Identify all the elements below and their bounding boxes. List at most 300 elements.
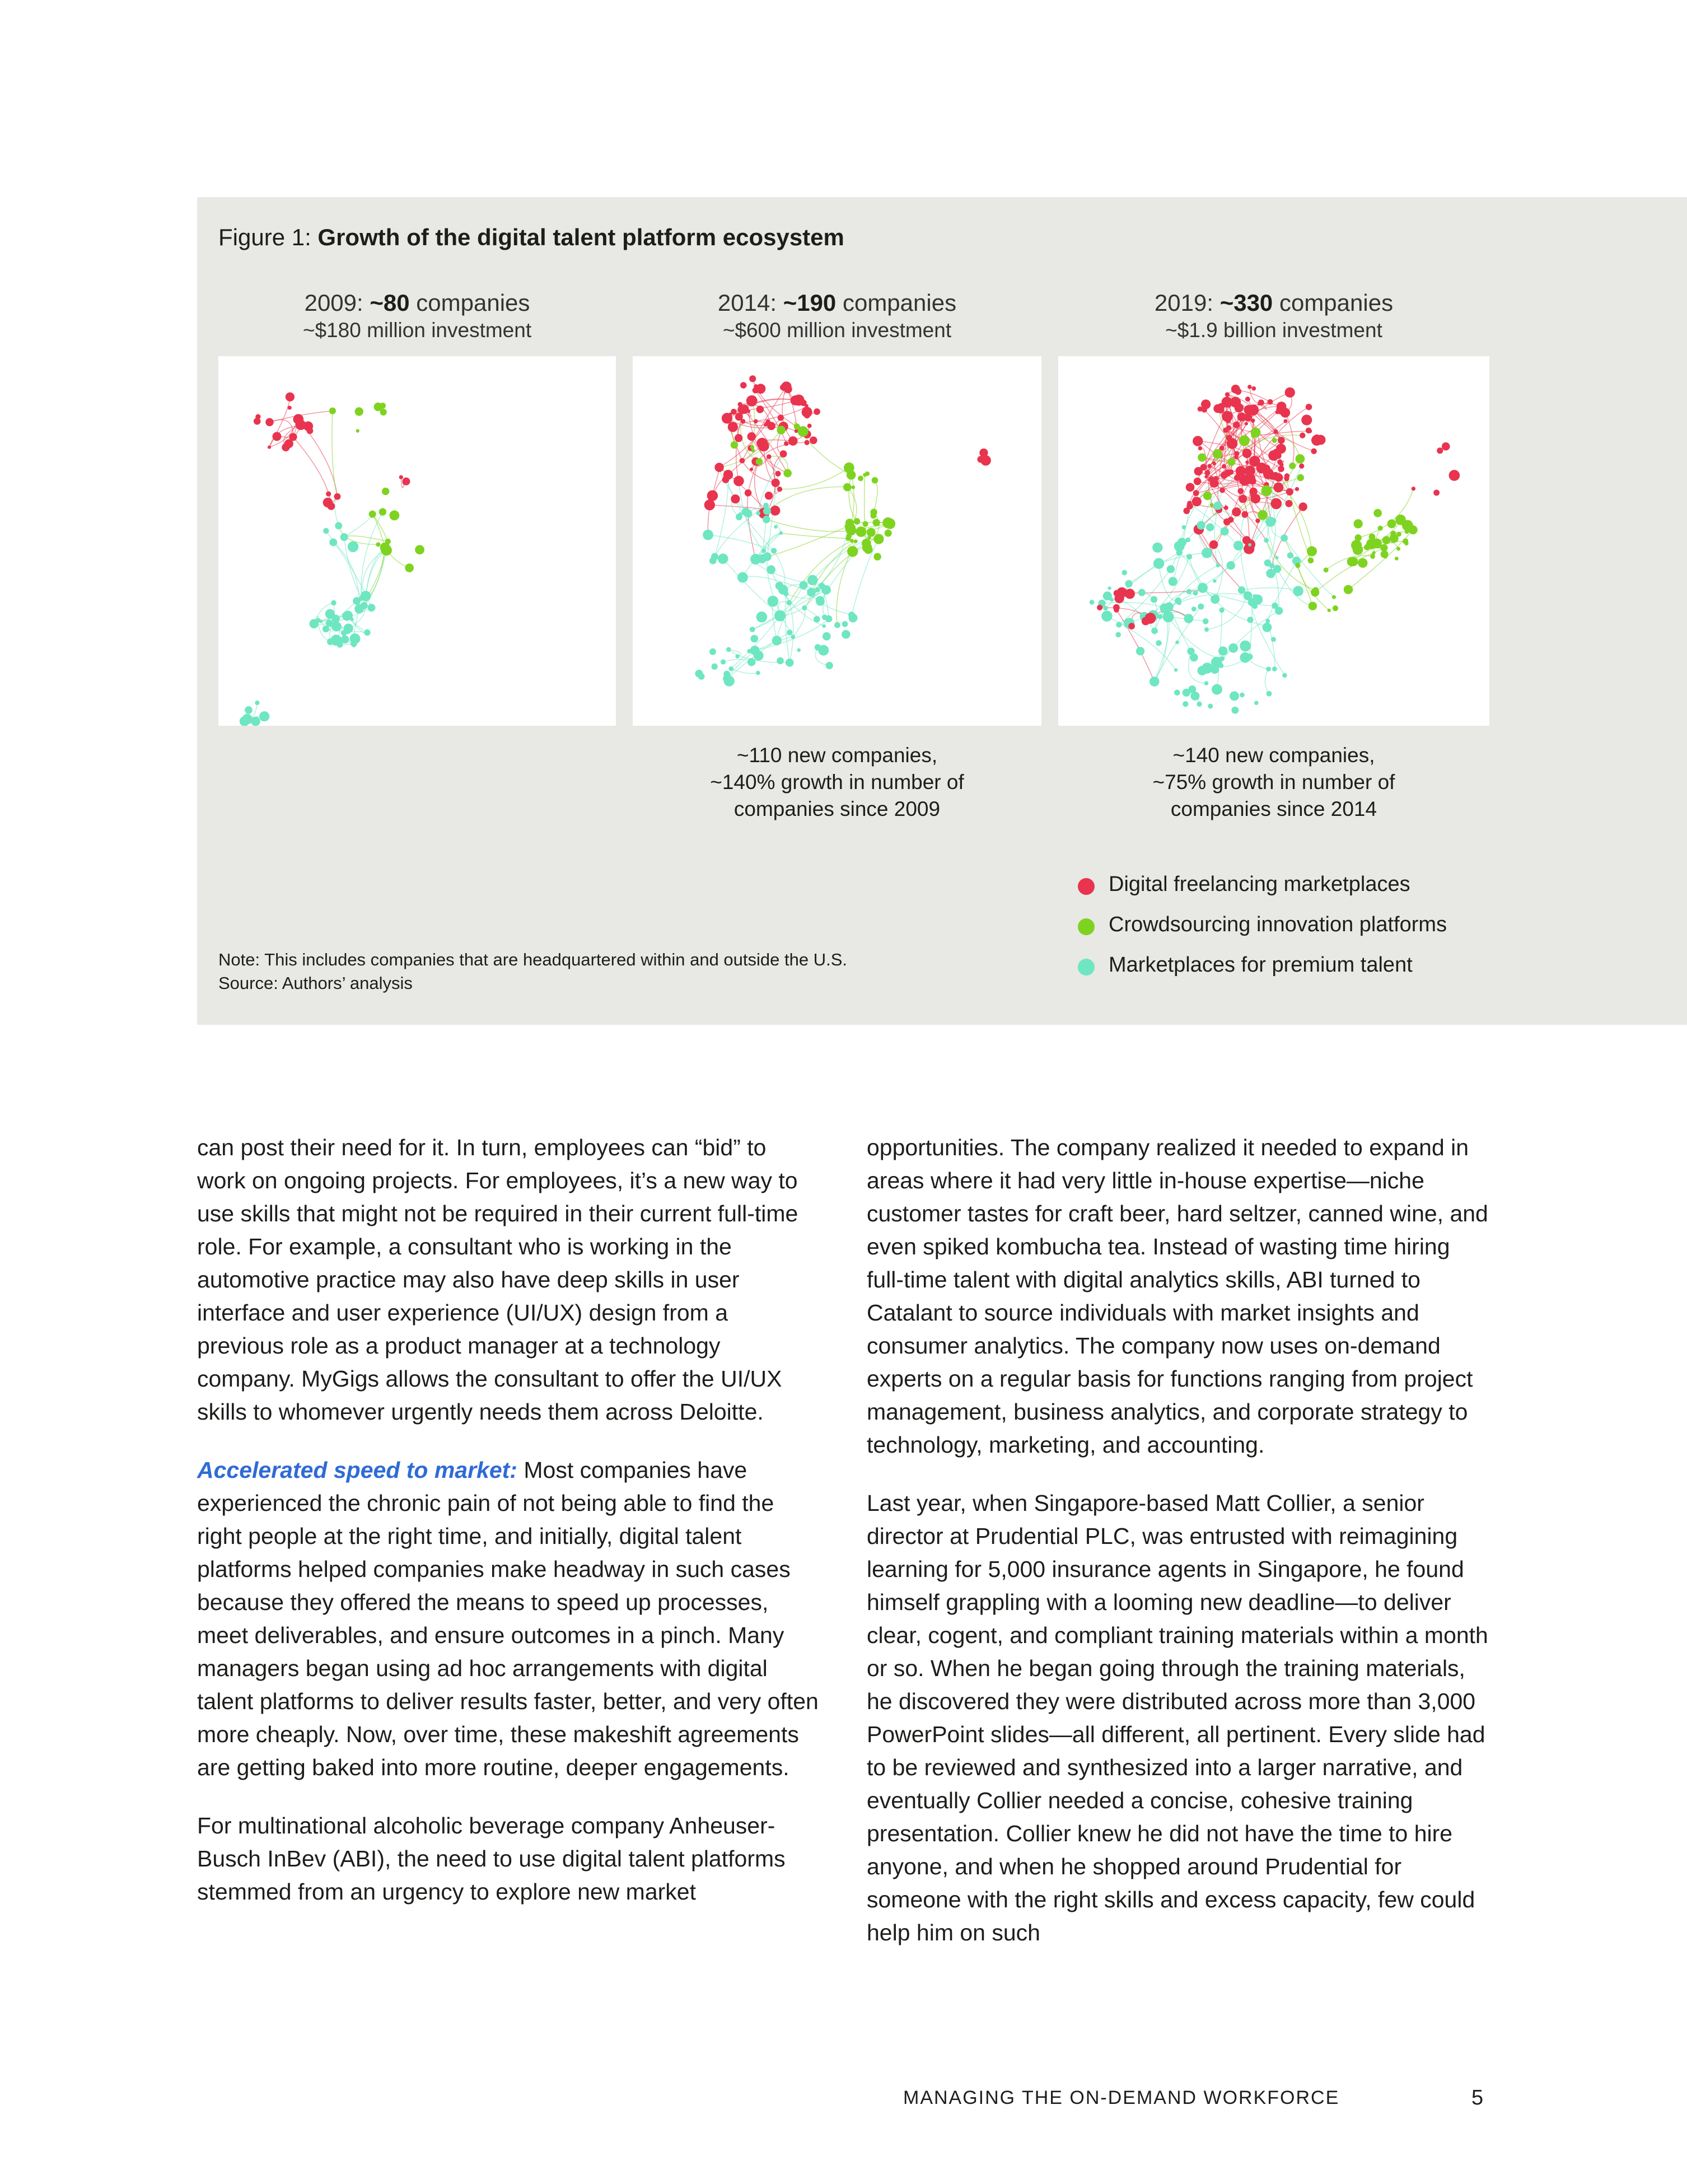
company-node bbox=[376, 542, 380, 547]
company-node bbox=[740, 382, 747, 389]
company-node bbox=[822, 624, 826, 628]
network-graph-2009 bbox=[218, 356, 616, 726]
company-node bbox=[1271, 498, 1282, 509]
company-node bbox=[1113, 604, 1120, 611]
company-node bbox=[1225, 392, 1230, 396]
company-node bbox=[1184, 614, 1194, 623]
company-node bbox=[800, 581, 808, 589]
company-node bbox=[1255, 519, 1260, 523]
company-node bbox=[1238, 586, 1245, 594]
company-node bbox=[1300, 432, 1305, 438]
company-node bbox=[733, 476, 744, 487]
running-footer: MANAGING THE ON-DEMAND WORKFORCE bbox=[903, 2087, 1340, 2108]
company-node bbox=[802, 605, 807, 610]
company-node bbox=[1183, 701, 1188, 707]
company-node bbox=[1239, 435, 1250, 446]
company-node bbox=[329, 408, 336, 414]
company-node bbox=[1298, 502, 1307, 511]
company-node bbox=[1225, 418, 1231, 423]
company-node bbox=[1218, 646, 1228, 656]
company-node bbox=[767, 454, 772, 459]
company-node bbox=[1194, 467, 1203, 475]
company-node bbox=[751, 449, 755, 452]
company-node bbox=[1136, 647, 1144, 655]
company-node bbox=[1234, 451, 1239, 456]
company-node bbox=[1396, 547, 1400, 550]
company-node bbox=[1202, 662, 1213, 674]
company-node bbox=[856, 526, 866, 537]
company-node bbox=[1204, 470, 1210, 475]
company-node bbox=[245, 706, 253, 714]
company-node bbox=[1251, 434, 1255, 438]
company-node bbox=[1387, 519, 1396, 528]
company-node bbox=[1248, 598, 1256, 606]
company-node bbox=[1213, 449, 1222, 459]
company-node bbox=[735, 654, 739, 658]
company-node bbox=[1251, 496, 1258, 502]
company-node bbox=[747, 649, 751, 654]
company-node bbox=[1283, 419, 1287, 423]
company-node bbox=[847, 546, 858, 557]
company-node bbox=[1272, 603, 1278, 609]
company-node bbox=[1236, 466, 1246, 477]
company-node bbox=[1301, 414, 1312, 425]
company-node bbox=[1245, 422, 1248, 426]
company-node bbox=[1332, 595, 1336, 599]
company-node bbox=[1253, 594, 1256, 598]
company-node bbox=[707, 490, 718, 501]
company-node bbox=[814, 408, 820, 415]
company-node bbox=[802, 407, 812, 417]
company-node bbox=[1353, 544, 1363, 555]
company-node bbox=[735, 434, 742, 442]
company-node bbox=[754, 419, 758, 423]
company-node bbox=[712, 664, 718, 670]
company-node bbox=[1437, 447, 1443, 454]
company-node bbox=[1228, 469, 1233, 475]
company-node bbox=[1213, 579, 1216, 582]
company-node bbox=[807, 588, 816, 597]
network-graph-2014 bbox=[633, 356, 1041, 726]
company-node bbox=[310, 619, 319, 629]
company-node bbox=[356, 429, 359, 432]
growth-caption-2019: ~140 new companies, ~75% growth in number of companies since 2014 bbox=[1152, 744, 1395, 820]
company-node bbox=[1265, 517, 1275, 527]
company-node bbox=[1151, 628, 1158, 634]
company-node bbox=[750, 635, 758, 643]
page-number: 5 bbox=[1471, 2086, 1484, 2110]
company-node bbox=[737, 572, 748, 583]
company-node bbox=[842, 621, 848, 627]
company-node bbox=[1175, 641, 1179, 645]
company-node bbox=[1201, 399, 1211, 409]
company-node bbox=[867, 528, 876, 537]
company-node bbox=[826, 662, 833, 669]
company-node bbox=[341, 635, 349, 643]
company-node bbox=[834, 622, 840, 628]
company-node bbox=[1311, 588, 1319, 596]
company-node bbox=[399, 475, 403, 479]
company-node bbox=[1196, 530, 1199, 533]
company-node bbox=[1253, 410, 1258, 415]
company-node bbox=[726, 647, 731, 652]
company-node bbox=[728, 666, 733, 671]
company-node bbox=[703, 530, 713, 540]
company-node bbox=[1174, 668, 1177, 671]
edge bbox=[1159, 553, 1207, 563]
company-node bbox=[862, 539, 871, 548]
company-node bbox=[1282, 673, 1287, 678]
company-node bbox=[1125, 580, 1132, 587]
company-node bbox=[1274, 473, 1283, 482]
company-node bbox=[800, 400, 807, 407]
red-dot-icon bbox=[1078, 878, 1095, 895]
edge bbox=[293, 437, 331, 506]
company-node bbox=[1263, 465, 1270, 472]
company-node bbox=[1227, 458, 1235, 466]
company-node bbox=[775, 471, 781, 477]
company-node bbox=[768, 596, 779, 607]
company-node bbox=[382, 488, 389, 495]
network-2009 bbox=[218, 356, 616, 726]
company-node bbox=[1230, 691, 1239, 701]
company-node bbox=[1306, 404, 1312, 410]
company-node bbox=[746, 395, 758, 407]
company-node bbox=[1231, 707, 1239, 714]
company-node bbox=[1277, 402, 1287, 412]
company-node bbox=[740, 458, 745, 464]
company-node bbox=[1114, 590, 1120, 597]
edge bbox=[1315, 563, 1363, 592]
edge bbox=[1265, 669, 1269, 694]
company-node bbox=[787, 629, 792, 635]
network-2014 bbox=[633, 356, 1041, 726]
company-node bbox=[1193, 490, 1199, 496]
company-node bbox=[1364, 544, 1370, 550]
company-node bbox=[1197, 702, 1202, 707]
company-node bbox=[340, 533, 348, 541]
company-node bbox=[1206, 523, 1214, 531]
company-node bbox=[1309, 601, 1317, 610]
company-node bbox=[1293, 586, 1303, 596]
green-dot-icon bbox=[1078, 918, 1095, 935]
edge bbox=[1106, 563, 1159, 608]
company-node bbox=[747, 658, 756, 666]
company-node bbox=[1235, 388, 1241, 395]
company-node bbox=[295, 416, 299, 421]
edge bbox=[874, 480, 877, 512]
company-node bbox=[850, 539, 854, 543]
company-node bbox=[1272, 666, 1277, 671]
company-node bbox=[1261, 486, 1272, 496]
company-node bbox=[756, 671, 760, 675]
company-node bbox=[1240, 693, 1245, 698]
company-node bbox=[763, 507, 771, 515]
company-node bbox=[704, 500, 715, 510]
company-node bbox=[851, 486, 855, 489]
edge bbox=[767, 526, 848, 557]
company-node bbox=[1272, 438, 1277, 443]
company-node bbox=[1190, 692, 1199, 701]
company-node bbox=[750, 646, 760, 655]
company-node bbox=[1203, 618, 1209, 624]
company-node bbox=[756, 511, 761, 516]
source-text: Source: Authors’ analysis bbox=[218, 973, 413, 993]
company-node bbox=[750, 445, 754, 449]
company-node bbox=[772, 479, 780, 487]
company-node bbox=[374, 403, 383, 412]
company-node bbox=[788, 436, 798, 446]
company-node bbox=[284, 439, 293, 448]
company-node bbox=[1279, 463, 1284, 467]
company-node bbox=[1198, 453, 1206, 461]
company-node bbox=[858, 475, 863, 481]
figure-note bbox=[218, 948, 847, 995]
edge bbox=[332, 411, 337, 497]
company-node bbox=[1381, 550, 1389, 558]
company-node bbox=[1412, 487, 1415, 491]
company-node bbox=[1311, 448, 1316, 454]
company-node bbox=[854, 539, 858, 543]
company-node bbox=[1295, 487, 1299, 491]
edge bbox=[298, 419, 338, 497]
company-node bbox=[1194, 478, 1202, 486]
company-node bbox=[1265, 619, 1270, 623]
company-node bbox=[780, 450, 787, 458]
paragraph: For multinational alcoholic beverage company Anheuser-Busch InBev (ABI), the need to use digital talent platforms stemmed from an urgency to explore new market bbox=[197, 1813, 786, 1905]
company-node bbox=[335, 522, 342, 529]
company-node bbox=[1409, 525, 1418, 534]
company-node bbox=[765, 492, 773, 500]
company-node bbox=[1275, 556, 1279, 559]
company-node bbox=[1433, 489, 1440, 496]
company-node bbox=[1245, 473, 1255, 484]
company-node bbox=[797, 648, 801, 652]
company-node bbox=[1273, 482, 1283, 492]
company-node bbox=[1373, 509, 1382, 517]
company-node bbox=[323, 528, 329, 534]
company-node bbox=[872, 477, 878, 484]
company-node bbox=[1187, 501, 1192, 506]
company-node bbox=[389, 510, 399, 520]
company-node bbox=[1219, 446, 1225, 451]
company-node bbox=[381, 545, 391, 556]
company-node bbox=[770, 506, 781, 516]
company-node bbox=[1242, 449, 1252, 458]
company-node bbox=[1233, 541, 1243, 550]
company-node bbox=[1245, 460, 1249, 464]
company-node bbox=[882, 517, 894, 529]
company-node bbox=[1244, 413, 1252, 422]
company-node bbox=[863, 473, 867, 477]
company-node bbox=[787, 600, 792, 605]
company-node bbox=[1101, 611, 1112, 622]
company-node bbox=[1247, 617, 1253, 623]
company-node bbox=[1185, 538, 1190, 543]
company-node bbox=[1223, 427, 1228, 433]
company-node bbox=[718, 554, 728, 564]
company-node bbox=[1204, 627, 1209, 632]
company-node bbox=[368, 604, 376, 612]
company-node bbox=[735, 413, 743, 421]
company-node bbox=[1378, 526, 1383, 531]
company-node bbox=[807, 575, 818, 586]
company-node bbox=[1116, 622, 1121, 627]
company-node bbox=[1258, 510, 1268, 520]
company-node bbox=[323, 626, 329, 632]
company-node bbox=[1128, 623, 1135, 629]
company-node bbox=[1149, 676, 1160, 687]
company-node bbox=[355, 407, 363, 416]
company-node bbox=[1208, 703, 1213, 708]
company-node bbox=[843, 483, 852, 492]
company-node bbox=[756, 438, 768, 449]
edge bbox=[344, 514, 373, 537]
company-node bbox=[343, 611, 353, 620]
paragraph: Accelerated speed to market: Most companies have experienced the chronic pain of not being able to find the right people at the right time, and initially, digital talent platforms helped companies make headway in such cases because they offered the means to speed up processes, meet deliverables, and ensure outcomes in a pinch. Many managers began using ad hoc arrangements with digital talent platforms to deliver results faster, better, and very often more cheaply. Now, over time, these makeshift agreements are getting baked into more routine, deeper engagements. bbox=[197, 1457, 819, 1780]
company-node bbox=[716, 464, 724, 472]
company-node bbox=[798, 426, 809, 437]
column-header-2009: 2009: ~80 companies ~$180 million investment bbox=[218, 288, 616, 343]
company-node bbox=[1370, 554, 1375, 559]
company-node bbox=[1204, 681, 1208, 685]
company-node bbox=[1192, 497, 1202, 506]
company-node bbox=[1227, 561, 1235, 570]
company-node bbox=[349, 633, 360, 644]
company-node bbox=[782, 383, 789, 390]
company-node bbox=[1244, 591, 1251, 598]
company-node bbox=[870, 512, 876, 519]
company-node bbox=[1275, 452, 1282, 459]
company-node bbox=[823, 632, 831, 641]
company-node bbox=[815, 587, 820, 592]
company-node bbox=[1193, 591, 1198, 596]
company-node bbox=[1208, 464, 1212, 468]
company-node bbox=[1202, 548, 1212, 558]
company-node bbox=[1380, 544, 1387, 552]
company-node bbox=[1286, 488, 1293, 496]
company-node bbox=[771, 548, 777, 553]
company-node bbox=[728, 422, 738, 432]
company-node bbox=[1115, 632, 1121, 638]
company-node bbox=[1228, 643, 1238, 653]
company-node bbox=[783, 591, 788, 596]
company-node bbox=[1210, 479, 1219, 488]
company-node bbox=[1266, 666, 1271, 671]
company-node bbox=[1295, 563, 1300, 568]
company-node bbox=[847, 470, 856, 480]
company-node bbox=[774, 525, 777, 529]
company-node bbox=[979, 449, 988, 457]
company-node bbox=[977, 456, 984, 463]
company-node bbox=[731, 494, 740, 503]
company-node bbox=[1245, 396, 1250, 402]
company-node bbox=[738, 402, 742, 407]
company-node bbox=[777, 487, 782, 492]
company-node bbox=[1306, 428, 1312, 434]
company-node bbox=[873, 519, 880, 526]
company-node bbox=[1153, 558, 1164, 568]
company-node bbox=[1333, 605, 1338, 611]
company-node bbox=[1324, 567, 1329, 572]
company-node bbox=[736, 514, 742, 520]
subhead-highlight: Accelerated speed to market: bbox=[197, 1457, 517, 1483]
company-node bbox=[1097, 605, 1102, 610]
edge bbox=[781, 533, 848, 539]
company-node bbox=[1212, 461, 1216, 465]
company-node bbox=[1193, 436, 1203, 446]
company-node bbox=[1403, 538, 1408, 544]
figure-title: Figure 1: Growth of the digital talent platform ecosystem bbox=[218, 224, 844, 250]
company-node bbox=[1227, 438, 1237, 449]
company-node bbox=[385, 539, 391, 544]
company-node bbox=[756, 612, 767, 622]
company-node bbox=[1284, 473, 1290, 479]
company-node bbox=[1211, 657, 1222, 668]
company-node bbox=[1201, 589, 1204, 592]
company-node bbox=[1183, 689, 1190, 697]
company-node bbox=[405, 563, 414, 572]
company-node bbox=[1182, 525, 1186, 530]
company-node bbox=[745, 489, 752, 497]
company-node bbox=[1395, 557, 1399, 561]
body-column-left bbox=[197, 1131, 819, 1934]
company-node bbox=[816, 597, 825, 606]
company-node bbox=[1237, 488, 1244, 494]
company-node bbox=[775, 582, 784, 590]
company-node bbox=[1190, 654, 1198, 662]
company-node bbox=[319, 619, 323, 623]
company-node bbox=[1349, 557, 1358, 567]
company-node bbox=[1281, 534, 1288, 542]
company-node bbox=[265, 418, 274, 427]
company-node bbox=[795, 429, 798, 433]
company-node bbox=[1203, 492, 1212, 501]
note-text: Note: This includes companies that are headquartered within and outside the U.S. bbox=[218, 950, 847, 969]
company-node bbox=[1103, 591, 1112, 600]
company-node bbox=[1183, 507, 1190, 514]
company-node bbox=[1328, 609, 1331, 612]
network-graph-2019 bbox=[1058, 356, 1489, 726]
company-node bbox=[1258, 402, 1261, 405]
company-node bbox=[1268, 399, 1273, 405]
edge bbox=[335, 497, 339, 526]
company-node bbox=[361, 591, 371, 601]
company-node bbox=[1395, 515, 1406, 525]
edge bbox=[366, 548, 385, 596]
company-node bbox=[783, 469, 792, 478]
company-node bbox=[1287, 552, 1293, 558]
company-node bbox=[777, 426, 786, 435]
company-node bbox=[1197, 437, 1201, 441]
edge bbox=[1189, 503, 1238, 546]
company-node bbox=[1382, 536, 1391, 544]
company-node bbox=[1121, 570, 1127, 576]
company-node bbox=[723, 470, 733, 479]
company-node bbox=[731, 409, 737, 415]
company-node bbox=[1152, 543, 1162, 553]
company-node bbox=[1157, 614, 1162, 619]
company-node bbox=[854, 518, 861, 525]
company-node bbox=[814, 616, 820, 623]
company-node bbox=[272, 432, 281, 441]
edge bbox=[731, 669, 758, 673]
company-node bbox=[1177, 538, 1186, 547]
paragraph: can post their need for it. In turn, employees can “bid” to work on ongoing projects. For employees, it’s a new way to use skills that might not be required in their current full-time role. For example, a consultant who is working in the automotive practice may also have deep skills in user interface and user experience (UI/UX) design from a previous role as a product manager at a technology company. MyGigs allows the consultant to offer the UI/UX skills to whomever urgently needs them across Deloitte. bbox=[197, 1135, 798, 1425]
company-node bbox=[807, 423, 812, 428]
company-node bbox=[1285, 388, 1295, 398]
company-node bbox=[750, 627, 755, 632]
